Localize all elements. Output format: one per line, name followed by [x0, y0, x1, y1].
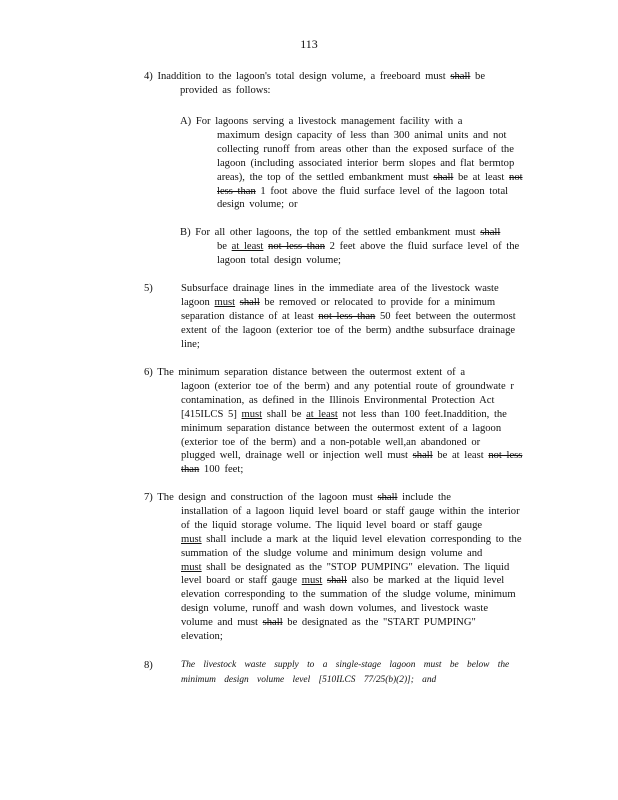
section-line: For all other lagoons, the top of the settled embankment must shall — [195, 227, 501, 238]
section-line: Inaddition to the lagoon's total design volume, a freeboard must shall be — [157, 71, 486, 82]
section-line: collecting runoff from areas other than the exposed surface of the — [217, 143, 514, 155]
section-line: be at least not less than 2 feet above the fluid surface level of the — [217, 240, 520, 252]
section-line: level board or staff gauge must shall also be marked at the liquid level — [181, 575, 505, 587]
section-line: volume and must shall be designated as the "START PUMPING" — [181, 617, 476, 629]
section-line: provided as follows: — [180, 84, 271, 96]
section-line: elevation corresponding to the summation of the sludge volume, minimum — [181, 589, 516, 601]
section-line: [415ILCS 5] must shall be at least not less than 100 feet.Inaddition, the — [181, 408, 507, 420]
section-line: plugged well, drainage well or injection well must shall be at least not less — [181, 450, 523, 462]
section-line: lagoon (including associated interior berm slopes and flat bermtop — [217, 157, 515, 169]
section-line: The minimum separation distance between the outermost extent of a — [157, 367, 466, 378]
section-6 — [144, 366, 522, 477]
section-line: areas), the top of the settled embankment must shall be at least not — [217, 171, 523, 183]
section-label: 5) — [144, 283, 153, 294]
section-7 — [144, 491, 522, 644]
section-line: less than 1 foot above the fluid surface level of the lagoon total — [217, 185, 509, 197]
section-label: 4) — [144, 71, 153, 82]
section-line: contamination, as defined in the Illinois Environmental Protection Act — [181, 394, 495, 406]
section-line: elevation; — [181, 631, 223, 643]
section-line: separation distance of at least not less than 50 feet between the outermost — [181, 310, 516, 322]
section-line: lagoon (exterior toe of the berm) and any potential route of groundwate r — [181, 380, 514, 392]
section-line: than 100 feet; — [181, 464, 244, 476]
section-label: A) — [180, 116, 192, 127]
section-line: design volume; or — [217, 199, 298, 211]
section-line: installation of a lagoon liquid level board or staff gauge within the interior — [181, 505, 520, 517]
section-line: of the liquid storage volume. The liquid level board or staff gauge — [181, 519, 483, 531]
section-line: summation of the sludge volume and minimum design volume and — [181, 547, 483, 559]
section-line: The livestock waste supply to a single-stage lagoon must be below the — [181, 660, 510, 670]
section-8 — [144, 659, 509, 688]
section-line: lagoon must shall be removed or relocated to provide for a minimum — [181, 296, 496, 308]
section-line: maximum design capacity of less than 300 animal units and not — [217, 129, 507, 141]
section-line: must shall include a mark at the liquid level elevation corresponding to the — [181, 533, 522, 545]
section-4 — [144, 70, 485, 98]
section-line: (exterior toe of the berm) and a non-potable well,an abandoned or — [181, 436, 481, 448]
section-label: B) — [180, 227, 191, 238]
section-line: minimum design volume level [510ILCS 77/25(b)(2)]; and — [181, 674, 437, 685]
section-line: For lagoons serving a livestock management facility with a — [195, 116, 463, 127]
section-line: extent of the lagoon (exterior toe of the berm) andthe subsurface drainage — [181, 324, 516, 336]
section-4a — [180, 115, 523, 212]
section-line: lagoon total design volume; — [217, 254, 341, 266]
section-4b — [180, 226, 519, 268]
section-5 — [144, 282, 516, 352]
section-line: Subsurface drainage lines in the immediate area of the livestock waste — [181, 283, 499, 294]
section-line: The design and construction of the lagoon must shall include the — [157, 492, 451, 503]
section-line: must shall be designated as the "STOP PUMPING" elevation. The liquid — [181, 561, 510, 573]
section-line: line; — [181, 338, 200, 350]
section-label: 7) — [144, 492, 153, 503]
section-label: 8) — [144, 660, 153, 671]
section-line: design volume, runoff and wash down volumes, and livestock waste — [181, 603, 489, 615]
section-label: 6) — [144, 367, 153, 378]
section-line: minimum separation distance between the outermost extent of a lagoon — [181, 422, 502, 434]
page-number: 113 — [300, 37, 318, 51]
